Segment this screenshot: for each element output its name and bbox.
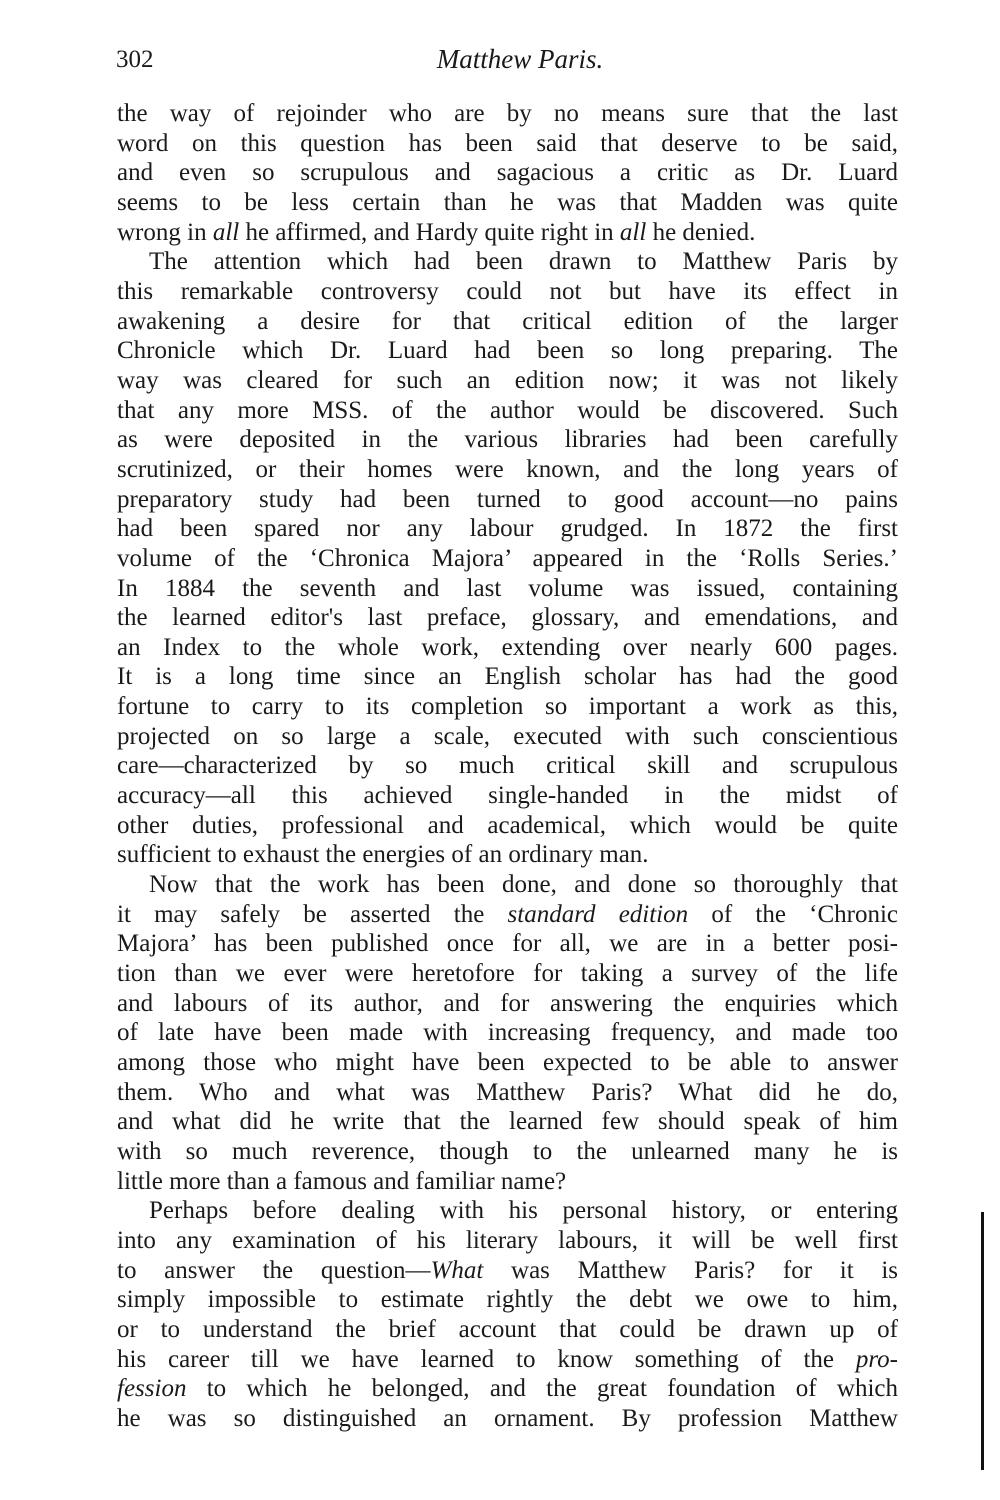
text-line bbox=[117, 929, 898, 959]
page-number: 302 bbox=[116, 46, 154, 73]
text-segment: he denied. bbox=[646, 218, 756, 246]
text-segment: seems to be less certain than he was that Madden was quite bbox=[117, 188, 898, 216]
text-segment: them. Who and what was Matthew Paris? What did he do, bbox=[117, 1078, 898, 1106]
italic-text: all bbox=[212, 218, 240, 246]
text-line bbox=[117, 1315, 898, 1345]
running-title: Matthew Paris. bbox=[436, 44, 604, 74]
text-segment: the learned editor's last preface, glossary, and emendations, and bbox=[117, 604, 898, 632]
text-segment: as were deposited in the various libraries had been carefully bbox=[117, 426, 898, 454]
text-line bbox=[117, 633, 898, 663]
text-segment: that any more MSS. of the author would be discovered. Such bbox=[117, 396, 898, 424]
text-line bbox=[117, 840, 898, 870]
text-segment: with so much reverence, though to the unlearned many he is bbox=[117, 1137, 898, 1165]
text-line bbox=[117, 781, 898, 811]
text-line bbox=[117, 1226, 898, 1256]
text-line bbox=[117, 129, 898, 159]
text-line bbox=[117, 1256, 898, 1286]
text-line bbox=[117, 959, 898, 989]
text-line bbox=[117, 1048, 898, 1078]
text-segment: this remarkable controversy could not but have its effect in bbox=[117, 277, 898, 305]
text-line bbox=[117, 1018, 898, 1048]
text-segment: Now that the work has been done, and done so thoroughly that bbox=[149, 871, 898, 899]
text-segment: his career till we have learned to know something of the bbox=[117, 1345, 856, 1373]
italic-text: pro- bbox=[855, 1345, 898, 1373]
text-segment: fortune to carry to its completion so important a work as this, bbox=[117, 693, 898, 721]
text-line bbox=[117, 811, 898, 841]
italic-text: What bbox=[430, 1256, 484, 1284]
scan-edge-mark bbox=[981, 1212, 984, 1470]
text-line bbox=[117, 603, 898, 633]
text-segment: it may safely be asserted the bbox=[117, 900, 508, 928]
text-line bbox=[117, 336, 898, 366]
text-line bbox=[117, 455, 898, 485]
text-line bbox=[117, 514, 898, 544]
italic-text: standard edition bbox=[507, 900, 689, 928]
text-line bbox=[117, 1404, 898, 1434]
text-segment: to answer the question— bbox=[117, 1256, 431, 1284]
text-line bbox=[117, 544, 898, 574]
text-line bbox=[117, 662, 898, 692]
text-segment: and what did he write that the learned few should speak of him bbox=[117, 1108, 898, 1136]
text-line bbox=[117, 425, 898, 455]
text-line bbox=[117, 870, 898, 900]
body-text bbox=[117, 99, 898, 1434]
text-segment: the way of rejoinder who are by no means sure that the last bbox=[117, 100, 898, 127]
text-line bbox=[117, 1167, 898, 1197]
text-line bbox=[117, 1137, 898, 1167]
text-segment: projected on so large a scale, executed with such conscientious bbox=[117, 722, 898, 750]
text-line bbox=[117, 158, 898, 188]
text-segment: word on this question has been said that deserve to be said, bbox=[117, 129, 898, 157]
text-line bbox=[117, 722, 898, 752]
text-segment: It is a long time since an English scholar has had the good bbox=[117, 663, 898, 691]
text-segment: other duties, professional and academical, which would be quite bbox=[117, 811, 898, 839]
text-segment: of the ‘Chronic bbox=[688, 900, 898, 928]
text-segment: had been spared nor any labour grudged. In 1872 the first bbox=[117, 515, 898, 543]
italic-text: all bbox=[619, 218, 647, 246]
text-segment: Chronicle which Dr. Luard had been so long preparing. The bbox=[117, 337, 898, 365]
text-segment: awakening a desire for that critical edition of the larger bbox=[117, 307, 898, 335]
text-line bbox=[117, 1196, 898, 1226]
text-segment: he affirmed, and Hardy quite right in bbox=[239, 218, 620, 246]
text-segment: and even so scrupulous and sagacious a critic as Dr. Luard bbox=[117, 159, 898, 187]
text-segment: little more than a famous and familiar name? bbox=[117, 1167, 567, 1195]
text-segment: Perhaps before dealing with his personal history, or entering bbox=[149, 1197, 898, 1225]
text-segment: sufficient to exhaust the energies of an ordinary man. bbox=[117, 841, 649, 869]
text-line bbox=[117, 989, 898, 1019]
text-segment: he was so distinguished an ornament. By profession Matthew bbox=[117, 1404, 898, 1432]
text-line bbox=[117, 99, 898, 129]
text-line bbox=[117, 692, 898, 722]
text-segment: accuracy—all this achieved single-handed in the midst of bbox=[117, 782, 898, 810]
text-segment: of late have been made with increasing frequency, and made too bbox=[117, 1019, 898, 1047]
text-segment: scrutinized, or their homes were known, and the long years of bbox=[117, 455, 898, 483]
text-segment: tion than we ever were heretofore for taking a survey of the life bbox=[117, 960, 898, 988]
text-line bbox=[117, 1078, 898, 1108]
text-line bbox=[117, 366, 898, 396]
text-segment: way was cleared for such an edition now; it was not likely bbox=[117, 366, 898, 394]
italic-text: fession bbox=[117, 1375, 187, 1403]
text-line bbox=[117, 751, 898, 781]
text-line bbox=[117, 1374, 898, 1404]
text-segment: volume of the ‘Chronica Majora’ appeared in the ‘Rolls Series.’ bbox=[117, 544, 898, 572]
text-line bbox=[117, 1285, 898, 1315]
text-line bbox=[117, 1107, 898, 1137]
text-segment: or to understand the brief account that could be drawn up of bbox=[117, 1315, 898, 1343]
text-segment: into any examination of his literary labours, it will be well first bbox=[117, 1226, 898, 1254]
text-segment: The attention which had been drawn to Matthew Paris by bbox=[149, 248, 898, 276]
text-segment: an Index to the whole work, extending over nearly 600 pages. bbox=[117, 633, 898, 661]
text-line bbox=[117, 307, 898, 337]
text-segment: Majora’ has been published once for all, we are in a better posi- bbox=[117, 930, 898, 958]
text-line bbox=[117, 188, 898, 218]
text-line bbox=[117, 1345, 898, 1375]
text-segment: preparatory study had been turned to good account—no pains bbox=[117, 485, 898, 513]
text-line bbox=[117, 396, 898, 426]
text-line bbox=[117, 247, 898, 277]
text-segment: In 1884 the seventh and last volume was issued, containing bbox=[117, 574, 898, 602]
text-segment: simply impossible to estimate rightly the debt we owe to him, bbox=[117, 1286, 898, 1314]
text-line bbox=[117, 574, 898, 604]
text-segment: to which he belonged, and the great foundation of which bbox=[186, 1375, 898, 1403]
text-segment: and labours of its author, and for answering the enquiries which bbox=[117, 989, 898, 1017]
text-line bbox=[117, 900, 898, 930]
text-segment: among those who might have been expected to be able to answer bbox=[117, 1049, 898, 1076]
text-segment: was Matthew Paris? for it is bbox=[483, 1256, 898, 1284]
text-line bbox=[117, 277, 898, 307]
text-line bbox=[117, 218, 898, 248]
text-segment: wrong in bbox=[117, 218, 213, 246]
text-line bbox=[117, 485, 898, 515]
text-segment: care—characterized by so much critical skill and scrupulous bbox=[117, 752, 898, 780]
